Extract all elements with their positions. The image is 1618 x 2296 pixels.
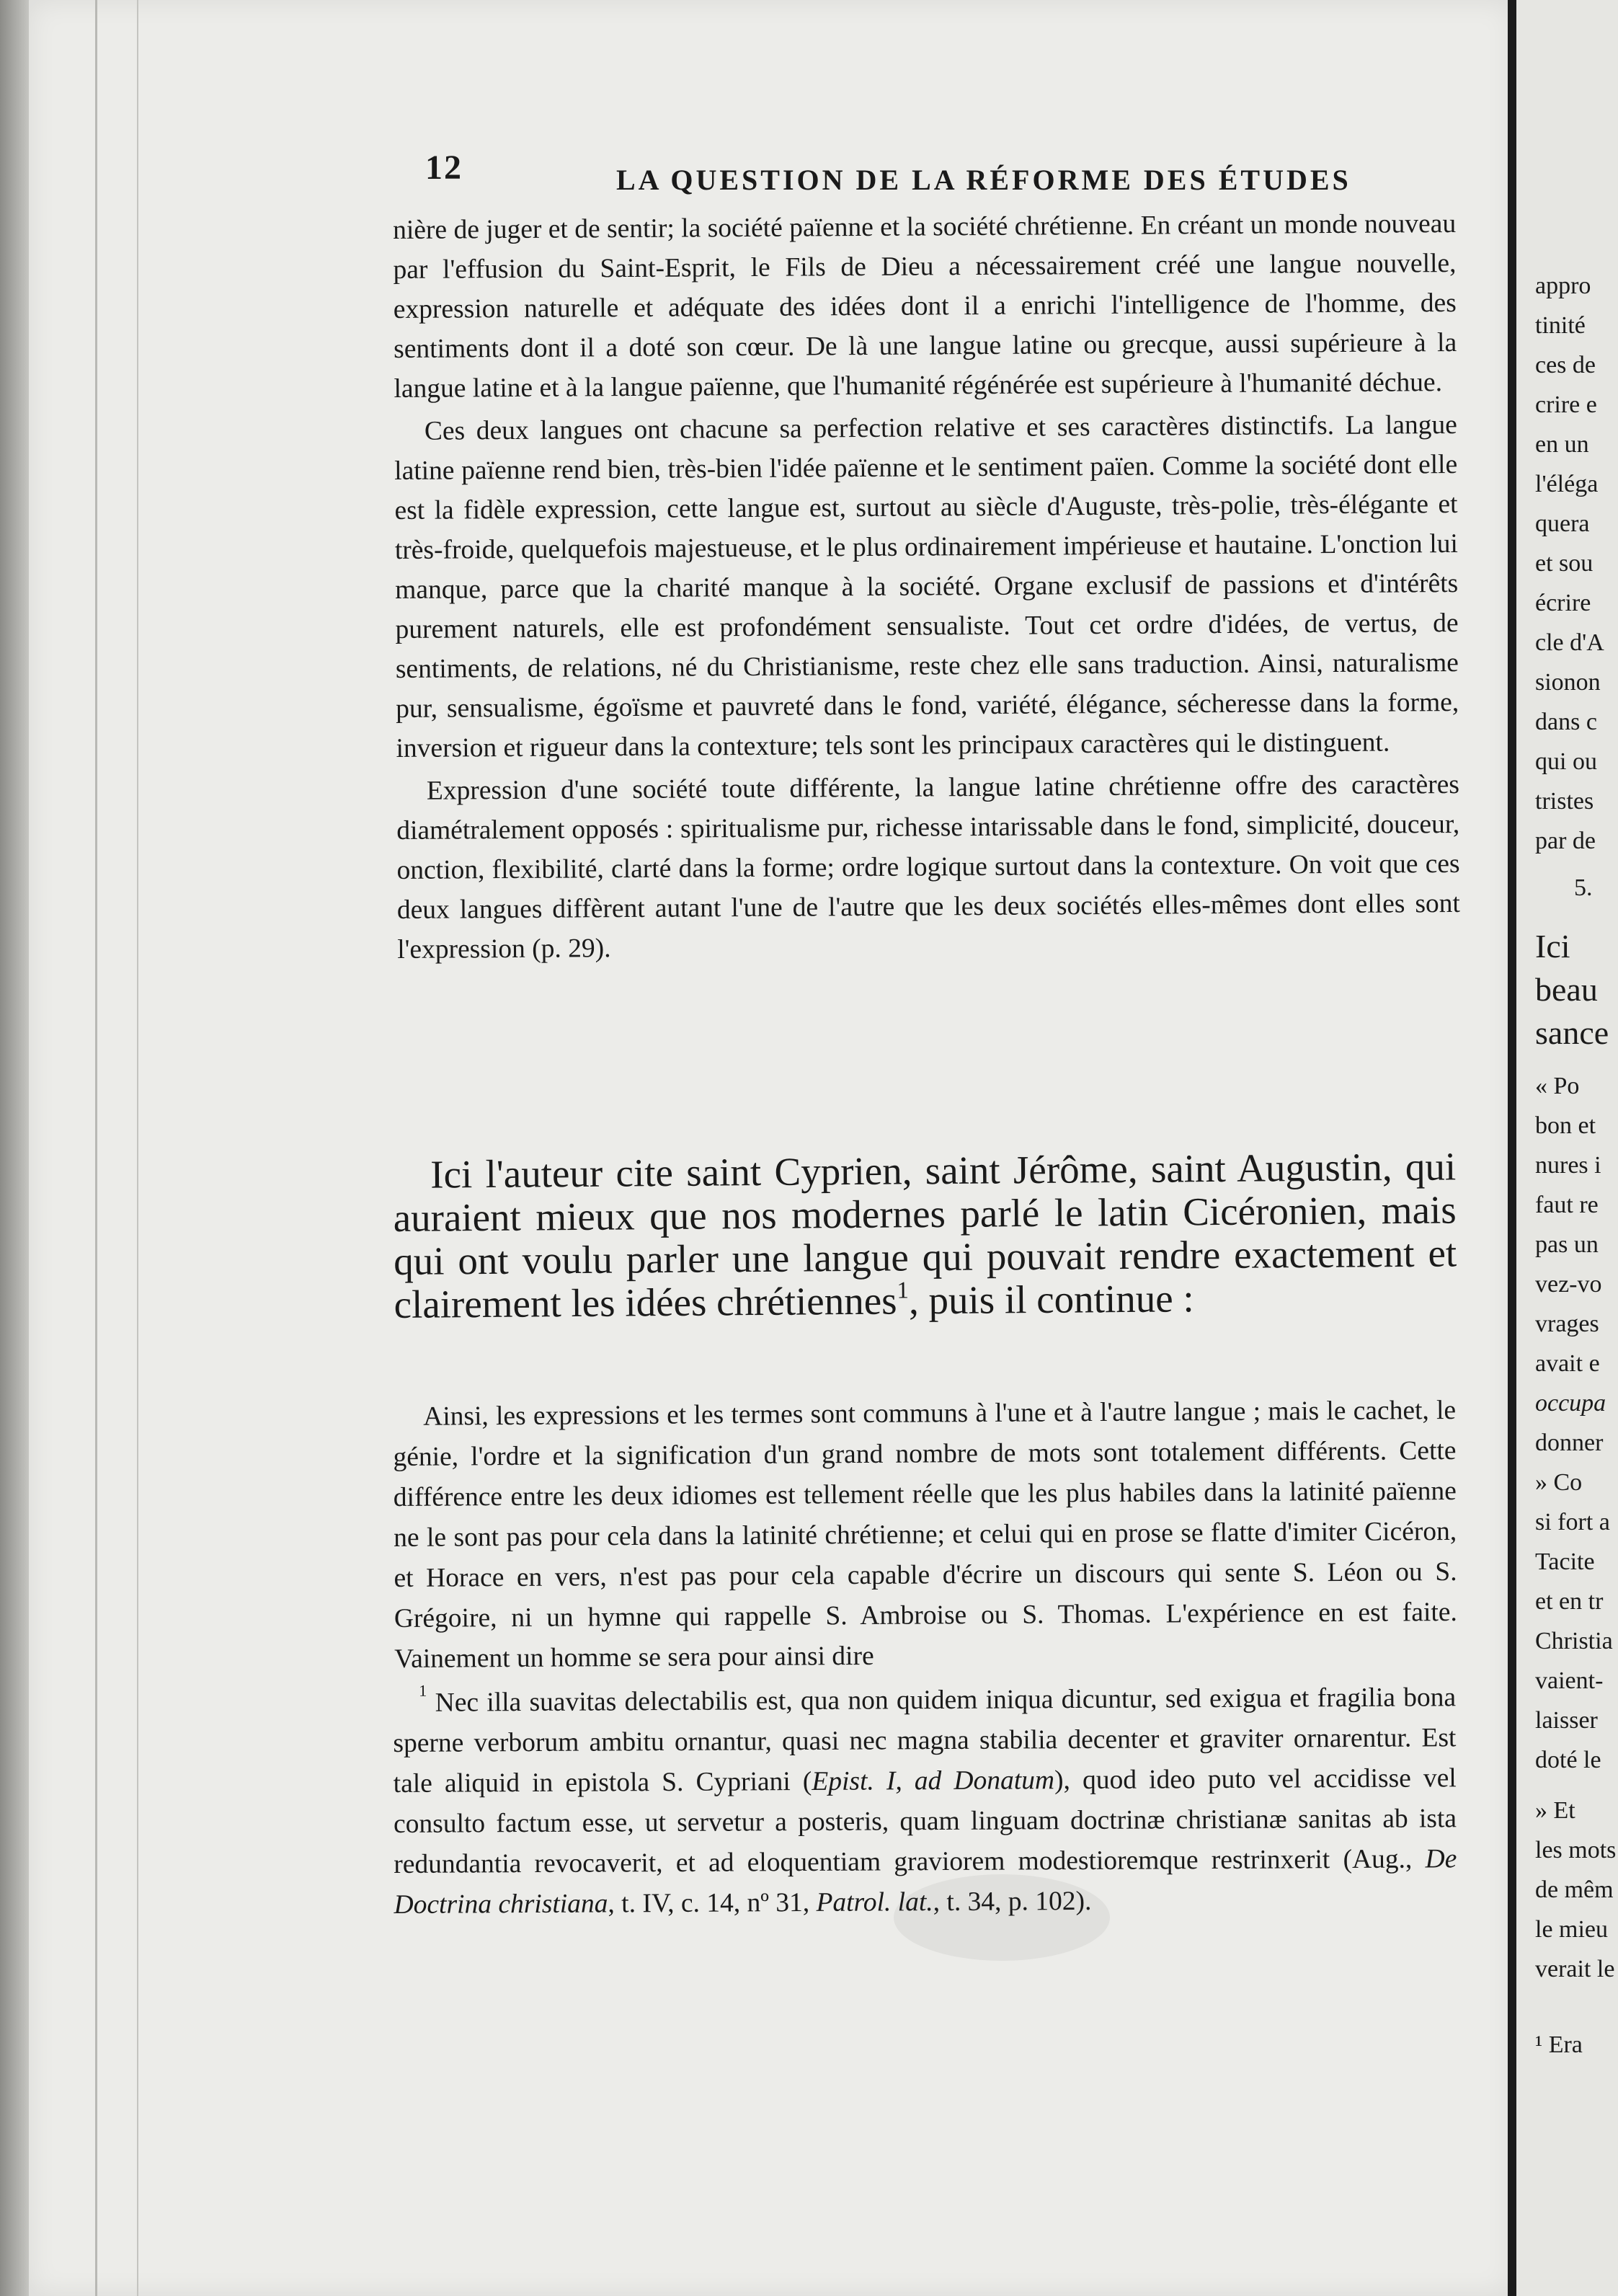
facing-page-line: si fort a	[1535, 1509, 1610, 1535]
facing-page-line: verait le	[1535, 1956, 1615, 1982]
footnote-reference: 1	[897, 1277, 910, 1304]
footnote-paragraph	[393, 1677, 1457, 1925]
running-head: LA QUESTION DE LA RÉFORME DES ÉTUDES	[616, 164, 1351, 196]
facing-page-line: faut re	[1535, 1192, 1599, 1218]
footnote-text: ), quod ideo puto vel accidisse vel consulto factum esse, ut servetur a posteris, quam linguam doctrinæ christianæ sanitas ab ista redundantia revocaverit, et ad eloquentiam graviorem modestioremque restrinxerit (Aug.,	[393, 1763, 1457, 1879]
facing-page-line: ¹ Era	[1535, 2031, 1583, 2058]
facing-page-line: « Po	[1535, 1073, 1580, 1099]
facing-page-line: et sou	[1535, 550, 1593, 577]
quote1-paragraph-2: Ces deux langues ont chacune sa perfection relative et ses caractères distinctifs. La langue latine païenne rend bien, très-bien l'idée païenne et le sentiment païen. Comme la société dont elle est la fidèle expression, cette langue est, surtout au siècle d'Auguste, très-polie, très-élégante et très-froide, quelquefois majestueuse, et le plus ordinairement impérieuse et hautaine. L'onction lui manque, parce que la charité manque à la société. Organe exclusif de passions et d'intérêts purement naturels, elle est profondément sensualiste. Tout cet ordre d'idées, de vertus, de sentiments, de relations, né du Christianisme, reste chez elle sans traduction. Ainsi, naturalisme pur, sensualisme, égoïsme et pauvreté dans le fond, variété, élégance, sécheresse dans la forme, inversion et rigueur dans la contexture; tels sont les principaux caractères qui le distinguent.	[394, 409, 1459, 763]
facing-page-line: sionon	[1535, 669, 1601, 696]
facing-page-line: occupa	[1535, 1390, 1606, 1417]
facing-page-line: quera	[1535, 510, 1590, 537]
facing-page-line: appro	[1535, 272, 1591, 299]
footnote	[393, 1677, 1457, 1925]
book-gutter	[1508, 0, 1516, 2296]
footnote-text: , t. 34, p. 102).	[933, 1886, 1092, 1918]
commentary-tail: , puis il continue :	[908, 1276, 1194, 1323]
facing-page-fragment	[1516, 0, 1618, 2296]
facing-page-line: avait e	[1535, 1350, 1600, 1377]
facing-page-line: » Et	[1535, 1797, 1575, 1824]
facing-page-line: crire e	[1535, 391, 1597, 418]
facing-page-line: Ici	[1535, 928, 1570, 965]
facing-page-line: 5.	[1574, 874, 1593, 901]
footnote-citation: Epist. I, ad Donatum	[812, 1765, 1055, 1796]
facing-page-line: » Co	[1535, 1469, 1583, 1496]
facing-page-line: vrages	[1535, 1311, 1599, 1337]
facing-page-line: cle d'A	[1535, 629, 1604, 656]
quoted-passage-1	[393, 204, 1460, 970]
facing-page-line: Christia	[1535, 1628, 1613, 1654]
quote1-paragraph-3: Expression d'une société toute différente, la langue latine chrétienne offre des caractères diamétralement opposés : spiritualisme pur, richesse intarissable dans le fond, simplicité, douceur, onction, flexibilité, clarté dans la forme; ordre logique surtout dans la contexture. On voit que ces deux langues diffèrent autant l'une de l'autre que les deux sociétés elles-mêmes dont elles sont l'expression (p. 29).	[396, 769, 1461, 965]
footnote-citation: Patrol. lat.	[816, 1887, 933, 1918]
commentary-paragraph	[393, 1145, 1457, 1326]
facing-page-line: sance	[1535, 1014, 1609, 1051]
facing-page-line: tristes	[1535, 788, 1594, 815]
quote2-paragraph: Ainsi, les expressions et les termes sont communs à l'une et à l'autre langue ; mais le cachet, le génie, l'ordre et la signification d'un grand nombre de mots sont totalement différents. Cette différence entre les deux idiomes est tellement réelle que les plus habiles dans la latinité païenne ne le sont pas pour cela dans la latinité chrétienne; et celui qui en prose se flatte d'imiter Cicéron, et Horace en vers, n'est pas pour cela capable d'écrire un discours qui sente S. Léon ou S. Grégoire, ni un hymne qui rappelle S. Ambroise ou S. Thomas. L'expérience en est faite. Vainement un homme se sera pour ainsi dire	[393, 1395, 1457, 1674]
footnote-text: Nec illa suavitas delectabilis est, qua non quidem iniqua dicuntur, sed exigua et fragilia bona sperne verborum ambitu ornantur, quasi nec magna stabilia decenter et graviter ornarentur. Est tale aliquid in epistola S. Cypriani (	[393, 1683, 1457, 1799]
commentary-text: Ici l'auteur cite saint Cyprien, saint Jérôme, saint Augustin, qui auraient mieux que nos modernes parlé le latin Cicéronien, mais qui ont voulu parler une langue qui pouvait rendre exactement et clairement les idées chrétiennes	[393, 1144, 1457, 1326]
page-edge-line	[137, 0, 138, 2296]
page-edge-line	[95, 0, 97, 2296]
footnote-marker: 1	[418, 1681, 427, 1700]
facing-page-line: dans c	[1535, 709, 1597, 735]
facing-page-line: l'éléga	[1535, 471, 1599, 497]
page-number: 12	[425, 149, 463, 187]
facing-page-line: en un	[1535, 431, 1589, 458]
quoted-passage-2	[393, 1391, 1457, 1680]
facing-page-line: et en tr	[1535, 1588, 1604, 1615]
facing-page-line: vez-vo	[1535, 1271, 1602, 1298]
facing-page-line: bon et	[1535, 1112, 1596, 1139]
facing-page-line: écrire	[1535, 590, 1591, 616]
footnote-text: , t. IV, c. 14, nº 31,	[608, 1887, 817, 1919]
facing-page-line: qui ou	[1535, 748, 1597, 775]
facing-page-line: tinité	[1535, 312, 1586, 339]
facing-page-line: par de	[1535, 828, 1596, 854]
facing-page-line: nures i	[1535, 1152, 1601, 1179]
author-commentary	[393, 1145, 1457, 1326]
facing-page-line: beau	[1535, 971, 1598, 1008]
facing-page-line: Tacite	[1535, 1548, 1595, 1575]
facing-page-line: doté le	[1535, 1747, 1601, 1773]
quote1-paragraph-1: nière de juger et de sentir; la société païenne et la société chrétienne. En créant un monde nouveau par l'effusion du Saint-Esprit, le Fils de Dieu a nécessairement créé une langue nouvelle, expression naturelle et adéquate des idées dont il a enrichi l'intelligence de l'homme, des sentiments dont il a doté son cœur. De là une langue latine ou grecque, aussi supérieure à la langue latine et à la langue païenne, que l'humanité régénérée est supérieure à l'humanité déchue.	[393, 208, 1457, 404]
footnote-citation: De Doctrina christiana	[394, 1844, 1457, 1920]
facing-page-line: pas un	[1535, 1231, 1599, 1258]
facing-page-line: donner	[1535, 1430, 1604, 1456]
facing-page-line: ces de	[1535, 352, 1596, 378]
facing-page-line: de mêm	[1535, 1876, 1614, 1903]
facing-page-line: les mots	[1535, 1837, 1617, 1863]
facing-page-line: vaient-	[1535, 1667, 1604, 1694]
facing-page-line: laisser	[1535, 1707, 1598, 1734]
facing-page-line: le mieu	[1535, 1916, 1609, 1943]
